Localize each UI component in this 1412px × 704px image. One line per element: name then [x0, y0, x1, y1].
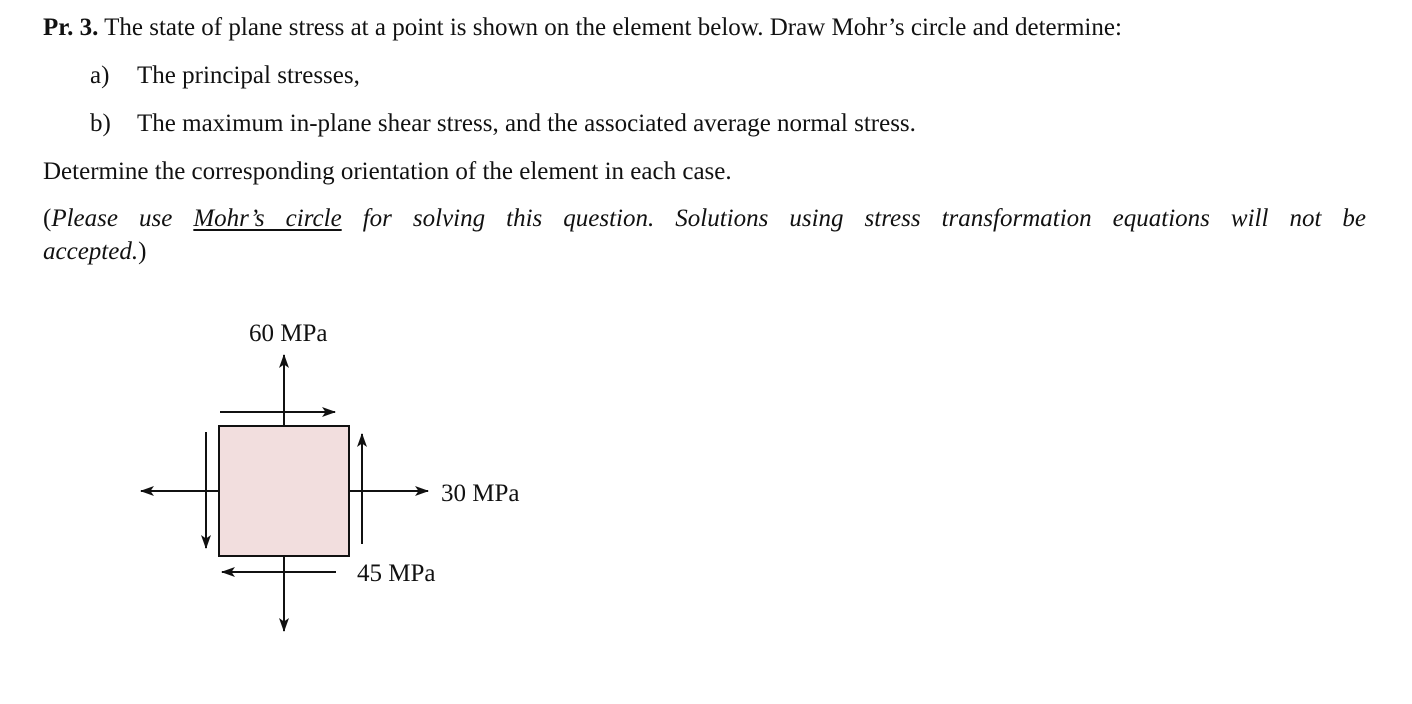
instruction-rest-2: accepted.	[43, 238, 139, 265]
list-text-a: The principal stresses,	[137, 62, 360, 89]
instruction-please-use: Please use	[51, 205, 194, 232]
orientation-note: Determine the corresponding orientation of the element in each case.	[43, 158, 732, 185]
instruction-open-paren: (	[43, 205, 52, 232]
label-shear: 45 MPa	[357, 560, 436, 587]
instruction-rest-1: for solving this question. Solutions using stress transformation equations will not be	[341, 205, 1367, 232]
instruction-method: Mohr’s circle	[193, 205, 342, 232]
list-text-b: The maximum in-plane shear stress, and the associated average normal stress.	[137, 110, 916, 137]
problem-statement: The state of plane stress at a point is shown on the element below. Draw Mohr’s circle and determine:	[98, 14, 1122, 41]
list-marker-a: a)	[90, 62, 110, 89]
label-normal-horizontal: 30 MPa	[441, 480, 520, 507]
stress-element	[219, 426, 349, 556]
label-normal-vertical: 60 MPa	[249, 320, 328, 347]
list-marker-b: b)	[90, 110, 111, 137]
problem-number: Pr. 3.	[43, 14, 99, 41]
instruction-close-paren: )	[138, 238, 147, 265]
